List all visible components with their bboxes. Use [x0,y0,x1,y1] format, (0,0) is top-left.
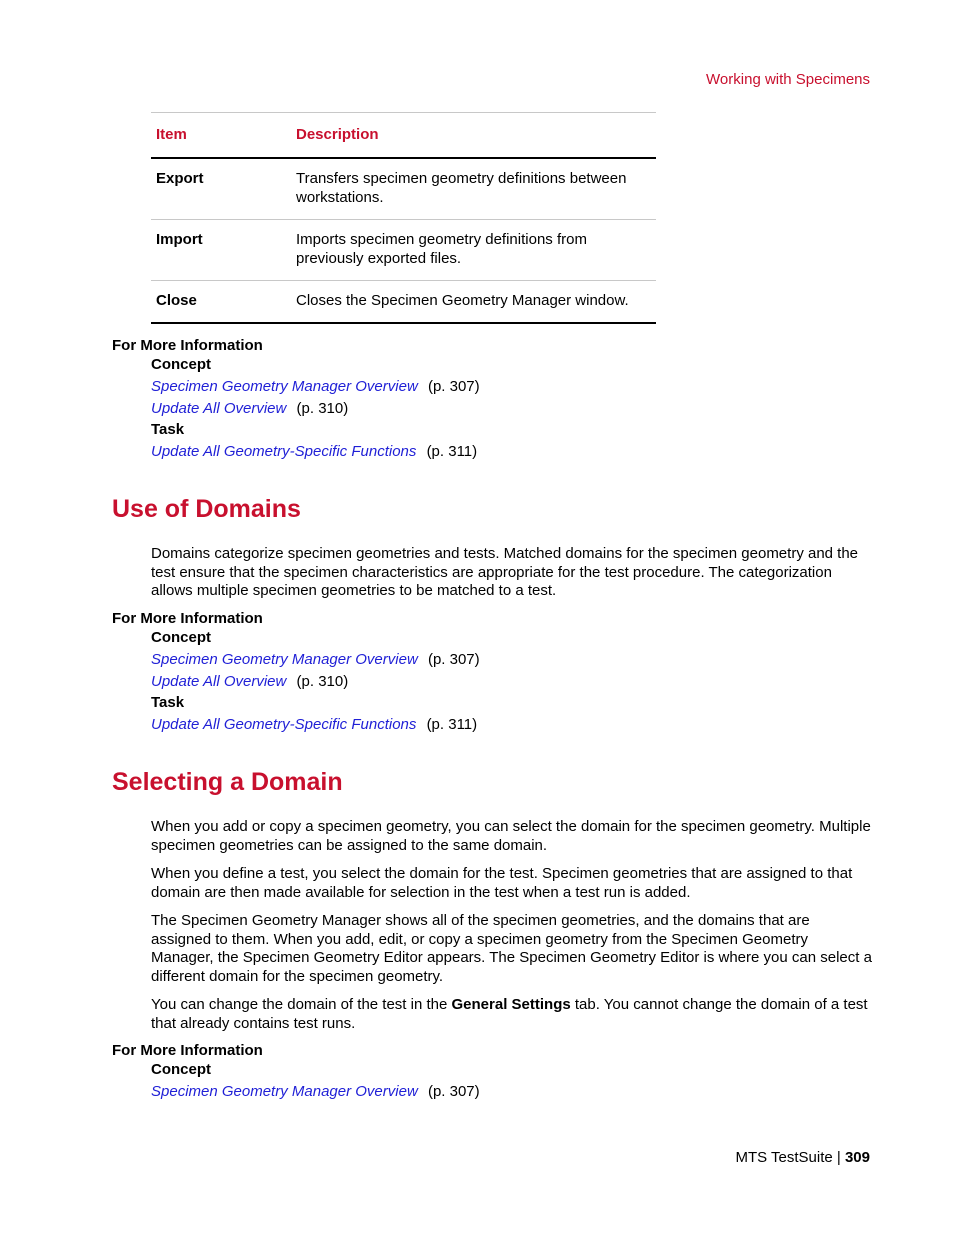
page-reference: (p. 311) [426,443,478,460]
table-cell-description: Closes the Specimen Geometry Manager window. [296,292,629,309]
item-description-table [151,112,656,324]
link-specimen-geometry-manager-overview[interactable]: Specimen Geometry Manager Overview [151,651,418,668]
section-title-use-of-domains: Use of Domains [112,495,301,523]
concept-link-item [151,1083,480,1100]
column-header-item: Item [151,113,291,159]
page-number: 309 [844,1149,870,1166]
concept-link-item [151,651,480,668]
link-update-all-overview[interactable]: Update All Overview [151,400,287,417]
concept-label: Concept [151,356,211,373]
task-link-item [151,443,477,460]
task-label: Task [151,694,185,711]
page-reference: (p. 307) [427,651,480,668]
body-paragraph: When you define a test, you select the domain for the test. Specimen geometries that are assigned to that domain are then made available for selection in the test when a test run is added. [151,865,853,901]
link-update-all-overview[interactable]: Update All Overview [151,673,287,690]
more-info-heading: For More Information [112,1042,263,1059]
table-header-row [151,113,656,159]
table-row [151,281,656,324]
table-cell-item: Import [151,220,291,281]
ui-term-general-settings: General Settings [451,996,571,1013]
table-cell-description: Transfers specimen geometry definitions between workstations. [291,158,656,220]
page-reference: (p. 310) [296,400,349,417]
more-info-heading: For More Information [112,337,263,354]
link-specimen-geometry-manager-overview[interactable]: Specimen Geometry Manager Overview [151,1083,418,1100]
table-row [151,220,656,281]
concept-label: Concept [151,1061,211,1078]
body-paragraph: You can change the domain of the test in the General Settings tab. You cannot change the domain of a test that already contains test runs. [151,996,868,1032]
footer-product: MTS TestSuite [735,1149,833,1166]
table-row [151,158,656,220]
table-cell-description: Imports specimen geometry definitions from previously exported files. [291,220,656,281]
section-title-selecting-a-domain: Selecting a Domain [112,768,343,796]
link-update-all-geometry-specific-functions[interactable]: Update All Geometry-Specific Functions [151,716,417,733]
body-paragraph: When you add or copy a specimen geometry, you can select the domain for the specimen geometry. Multiple specimen geometries can be assigned to the same domain. [151,818,871,854]
task-label: Task [151,421,185,438]
link-specimen-geometry-manager-overview[interactable]: Specimen Geometry Manager Overview [151,378,418,395]
page-reference: (p. 307) [427,378,480,395]
link-update-all-geometry-specific-functions[interactable]: Update All Geometry-Specific Functions [151,443,417,460]
page-reference: (p. 311) [426,716,478,733]
concept-label: Concept [151,629,211,646]
footer-separator: | [836,1149,841,1166]
concept-link-item [151,378,480,395]
running-header: Working with Specimens [706,71,870,88]
page-reference: (p. 307) [427,1083,480,1100]
body-paragraph: Domains categorize specimen geometries and tests. Matched domains for the specimen geometry and the test ensure that the specimen characteristics are appropriate for the test procedure. The categorization allows multiple specimen geometries to be matched to a test. [151,545,859,599]
concept-link-item [151,673,348,690]
task-link-item [151,716,477,733]
table-cell-item: Close [156,292,197,309]
more-info-heading: For More Information [112,610,263,627]
page-reference: (p. 310) [296,673,349,690]
column-header-description: Description [291,113,656,159]
table-cell-item: Export [151,158,291,220]
page-footer [735,1149,870,1166]
body-paragraph: The Specimen Geometry Manager shows all of the specimen geometries, and the domains that are assigned to them. When you add, edit, or copy a specimen geometry from the Specimen Geometry Manager, the Specimen Geometry Editor appears. The Specimen Geometry Editor is where you can select a different domain for the specimen geometry. [151,912,872,985]
concept-link-item [151,400,348,417]
